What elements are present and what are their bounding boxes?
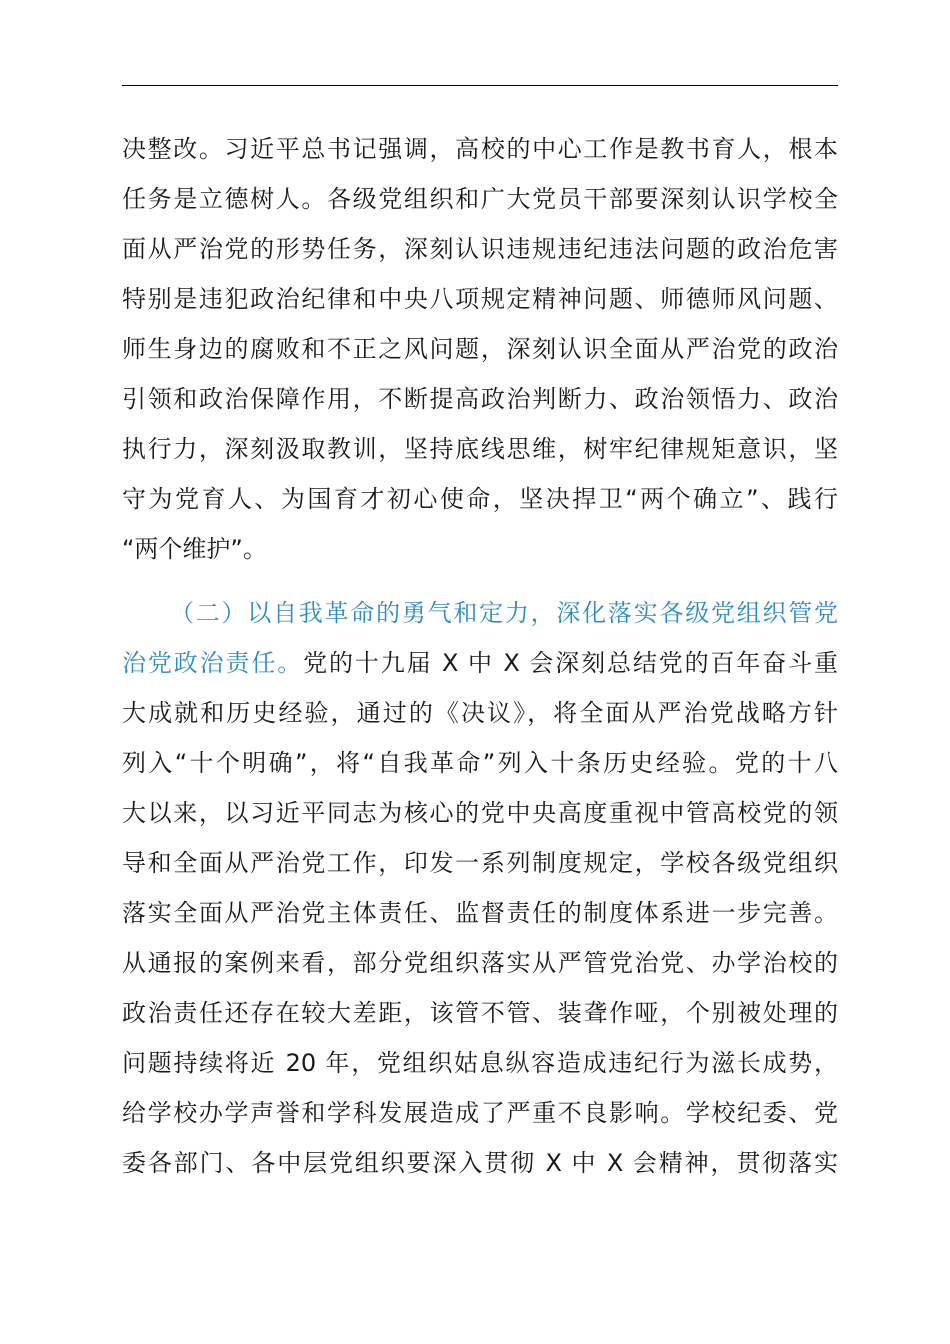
text-line: 落实全面从严治党主体责任、监督责任的制度体系进一步完善。	[122, 899, 838, 927]
paragraph-2	[122, 588, 838, 1188]
text-line: 引领和政治保障作用，不断提高政治判断力、政治领悟力、政治	[122, 385, 838, 413]
text-line: 执行力，深刻汲取教训，坚持底线思维，树牢纪律规矩意识，坚	[122, 435, 838, 463]
text-line: 守为党育人、为国育才初心使命，坚决捍卫“两个确立”、践行	[122, 485, 838, 513]
text-line: 大以来，以习近平同志为核心的党中央高度重视中管高校党的领	[122, 799, 838, 827]
text-line: 任务是立德树人。各级党组织和广大党员干部要深刻认识学校全	[122, 185, 838, 213]
text-line: 大成就和历史经验，通过的《决议》，将全面从严治党战略方针	[122, 699, 838, 727]
section-heading: （二）以自我革命的勇气和定力，深化落实各级党组织管党	[170, 599, 838, 627]
text-line: 特别是违犯政治纪律和中央八项规定精神问题、师德师风问题、	[122, 285, 838, 313]
paragraph-1	[122, 124, 838, 574]
text-line: 决整改。习近平总书记强调，高校的中心工作是教书育人，根本	[122, 135, 838, 163]
text-line: 师生身边的腐败和不正之风问题，深刻认识全面从严治党的政治	[122, 335, 838, 363]
text-line: 从通报的案例来看，部分党组织落实从严管党治党、办学治校的	[122, 949, 838, 977]
section-heading-end: 治党政治责任。	[122, 649, 304, 677]
text-line	[122, 638, 838, 688]
text-line-rest: 党的十九届 X 中 X 会深刻总结党的百年奋斗重	[303, 649, 838, 677]
text-line: 面从严治党的形势任务，深刻认识违规违纪违法问题的政治危害	[122, 235, 838, 263]
document-body	[122, 124, 838, 1188]
text-line: “两个维护”。	[122, 535, 267, 563]
text-line: 给学校办学声誉和学科发展造成了严重不良影响。学校纪委、党	[122, 1099, 838, 1127]
text-line: 政治责任还存在较大差距，该管不管、装聋作哑，个别被处理的	[122, 999, 838, 1027]
text-line: 导和全面从严治党工作，印发一系列制度规定，学校各级党组织	[122, 849, 838, 877]
text-line: 问题持续将近 20 年，党组织姑息纵容造成违纪行为滋长成势，	[122, 1049, 838, 1077]
header-rule	[122, 85, 838, 86]
text-line: 委各部门、各中层党组织要深入贯彻 X 中 X 会精神，贯彻落实	[122, 1149, 838, 1177]
text-line: 列入“十个明确”，将“自我革命”列入十条历史经验。党的十八	[122, 749, 838, 777]
